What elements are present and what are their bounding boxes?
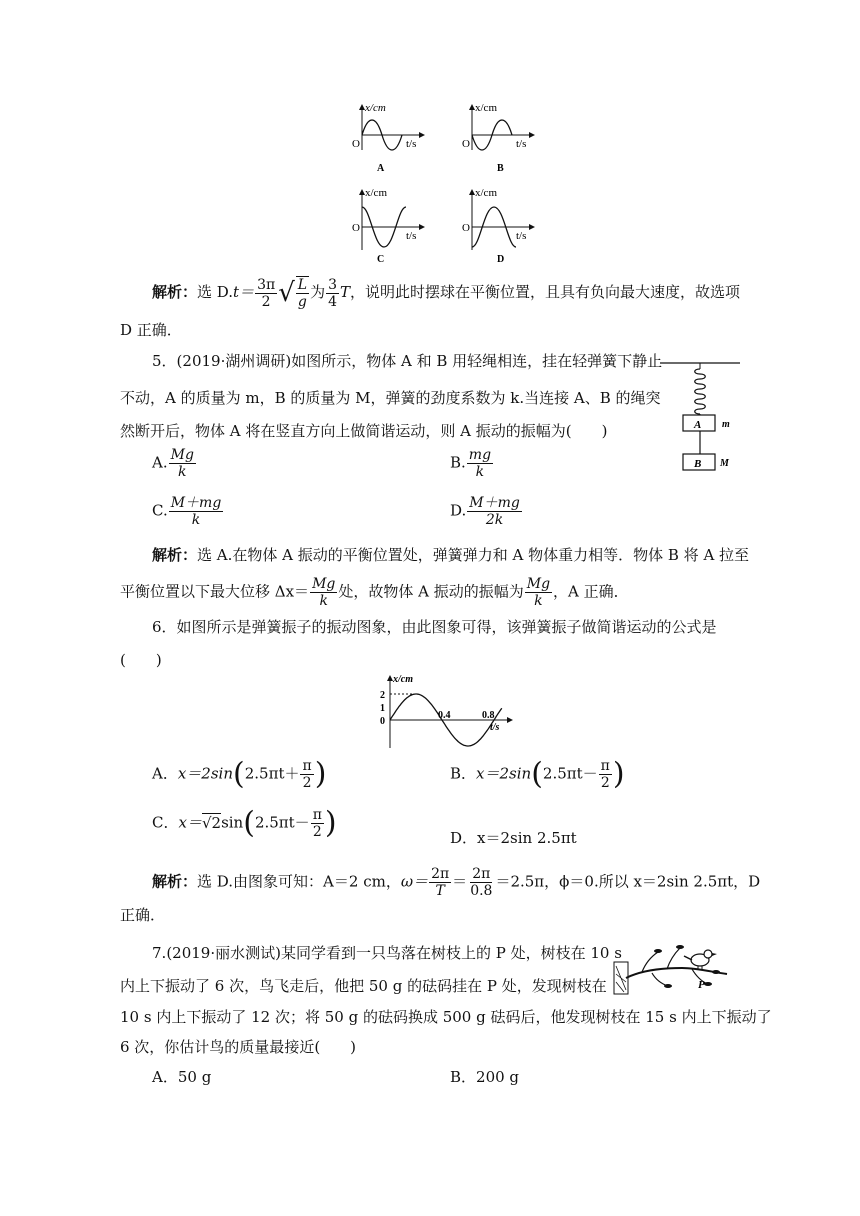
frac-3pi-2: $\frac{3\pi}{2}$: [257, 276, 276, 310]
graph-d-t-label: t/s: [516, 230, 527, 242]
q5-source: (2019·湖州调研): [176, 352, 292, 370]
q7-option-a[interactable]: A．50 g: [152, 1068, 212, 1086]
graph-c-x-label: x/cm: [365, 187, 387, 199]
graph-b: [462, 102, 534, 174]
point-p-label: P: [698, 979, 705, 991]
block-a-label: A: [694, 419, 702, 431]
q6-xtick-0.8: 0.8: [482, 710, 495, 721]
graph-b-origin: O: [462, 138, 470, 150]
graph-a: [352, 102, 424, 174]
q6-ytick-2: 2: [380, 690, 385, 701]
frac-3-4: $\frac{3}{4}$: [328, 276, 337, 310]
graph-c: [352, 187, 424, 265]
graph-b-letter: B: [497, 163, 504, 174]
q6-ytick-1: 1: [380, 703, 385, 714]
mass-m-label: m: [722, 419, 730, 430]
q6-option-c[interactable]: C．x＝√2sin(2.5πt－ $\frac{\pi}{2}$ ): [152, 805, 337, 841]
q6-option-d[interactable]: D．x＝2sin 2.5πt: [450, 829, 577, 847]
q5-line1: 5．(2019·湖州调研)如图所示，物体 A 和 B 用轻绳相连，挂在轻弹簧下静止: [152, 352, 663, 370]
q6-xtick-0.4: 0.4: [438, 710, 451, 721]
q5-option-c[interactable]: C. $\frac{M+mg}{k}$: [152, 495, 222, 528]
graph-a-letter: A: [377, 163, 385, 174]
q7-line1: 7.(2019·丽水测试)某同学看到一只鸟落在树枝上的 P 处，树枝在 10 s: [152, 944, 622, 962]
q5-line2: 不动，A 的质量为 m，B 的质量为 M，弹簧的劲度系数为 k.当连接 A、B 的绳突: [120, 389, 661, 407]
q5-option-a[interactable]: A. $\frac{Mg}{k}$: [152, 447, 194, 480]
q6-solution-line1: 解析：选 D.由图象可知：A＝2 cm，ω＝ $\frac{2\pi}{T}$ ＝ $\frac{2\pi}{0.8}$ ＝2.5π，ϕ＝0.所以 x＝2sin 2.5πt，D: [152, 866, 761, 899]
q5-solution-line1: 解析：选 A.在物体 A 振动的平衡位置处，弹簧弹力和 A 物体重力相等．物体 B 将 A 拉至: [152, 546, 750, 564]
graph-a-t-label: t/s: [406, 138, 417, 150]
q7-line2: 内上下振动了 6 次，鸟飞走后，他把 50 g 的砝码挂在 P 处，发现树枝在: [120, 977, 607, 995]
q6-line1: 6．如图所示是弹簧振子的振动图象，由此图象可得，该弹簧振子做简谐运动的公式是: [152, 618, 717, 636]
q7-source: (2019·丽水测试): [166, 944, 281, 962]
graph-d: [462, 187, 534, 265]
q6-vibration-chart: [360, 672, 520, 752]
graph-a-x-label: x/cm: [365, 102, 386, 114]
q5-solution-line2: 平衡位置以下最大位移 Δx＝ $\frac{Mg}{k}$ 处，故物体 A 振动的振幅为 $\frac{Mg}{k}$ ，A 正确．: [120, 576, 629, 609]
block-b-label: B: [694, 458, 702, 470]
q4-solution-line2: D 正确．: [120, 321, 182, 339]
graph-b-x-label: x/cm: [475, 102, 497, 114]
q6-ylabel: x/cm: [393, 674, 413, 685]
graph-c-letter: C: [377, 254, 385, 265]
q6-option-b[interactable]: B．x＝2sin(2.5πt－ $\frac{\pi}{2}$ ): [450, 756, 625, 792]
option-graphs: [340, 95, 540, 265]
graph-d-x-label: x/cm: [475, 187, 497, 199]
q7-line4: 6 次，你估计鸟的质量最接近( ): [120, 1038, 357, 1056]
mass-M-label: M: [720, 458, 729, 469]
q5-option-b[interactable]: B. $\frac{mg}{k}$: [450, 447, 492, 480]
q6-option-a[interactable]: A．x＝2sin(2.5πt＋ $\frac{\pi}{2}$ ): [152, 756, 327, 792]
q5-line3: 然断开后，物体 A 将在竖直方向上做简谐运动，则 A 振动的振幅为( ): [120, 422, 608, 440]
graph-c-t-label: t/s: [406, 230, 417, 242]
q6-line2: ( ): [120, 651, 162, 669]
q6-solution-line2: 正确．: [120, 906, 166, 924]
graph-b-t-label: t/s: [516, 138, 527, 150]
graph-d-letter: D: [497, 254, 505, 265]
sqrt-l-g: √ $\frac{L}{g}$: [278, 277, 308, 310]
q5-option-d[interactable]: D. $\frac{M+mg}{2k}$: [450, 495, 520, 528]
q6-ytick-0: 0: [380, 716, 385, 727]
spring-figure: [660, 355, 760, 480]
graph-a-origin: O: [352, 138, 360, 150]
q7-line3: 10 s 内上下振动了 12 次；将 50 g 的砝码换成 500 g 砝码后，他发现树枝在 15 s 内上下振动了: [120, 1008, 772, 1026]
q4-solution: 解析：选 D.t＝ $\frac{3\pi}{2}$ √ $\frac{L}{g}$ 为 $\frac{3}{4}$ T，说明此时摆球在平衡位置，且具有负向最大速度，故选项: [152, 276, 741, 310]
q7-option-b[interactable]: B．200 g: [450, 1068, 520, 1086]
graph-d-origin: O: [462, 222, 470, 234]
graph-c-origin: O: [352, 222, 360, 234]
q6-xlabel: t/s: [490, 722, 500, 733]
bird-branch-figure: [612, 938, 732, 998]
